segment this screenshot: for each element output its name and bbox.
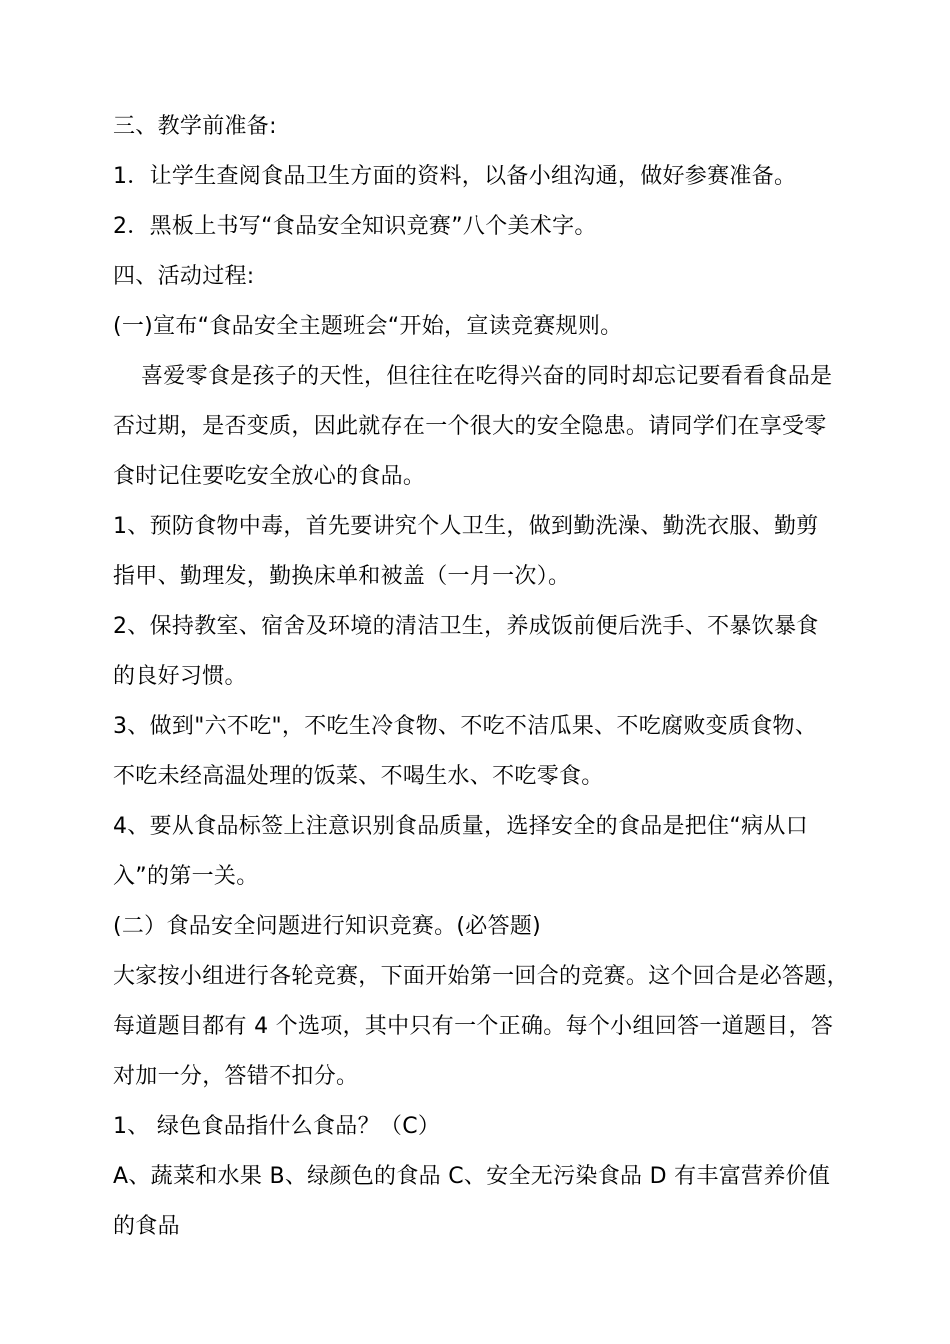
paragraph-line: 对加一分，答错不扣分。 — [113, 1064, 359, 1089]
list-item-continuation: 的良好习惯。 — [113, 664, 247, 689]
list-item-continuation: 不吃未经高温处理的饭菜、不喝生水、不吃零食。 — [113, 764, 604, 789]
paragraph-line: 大家按小组进行各轮竞赛，下面开始第一回合的竞赛。这个回合是必答题， — [113, 964, 849, 989]
paragraph-line: 1．让学生查阅食品卫生方面的资料，以备小组沟通，做好参赛准备。 — [113, 164, 797, 189]
subsection-heading: (一)宣布“食品安全主题班会“开始，宣读竞赛规则。 — [113, 314, 623, 339]
list-item: 1、预防食物中毒，首先要讲究个人卫生，做到勤洗澡、勤洗衣服、勤剪 — [113, 514, 819, 539]
answer-options-line: A、蔬菜和水果 B、绿颜色的食品 C、安全无污染食品 D 有丰富营养价值 — [113, 1164, 831, 1189]
section-heading-preparation: 三、教学前准备: — [113, 114, 277, 139]
answer-options-continuation: 的食品 — [113, 1214, 180, 1239]
paragraph-line: 喜爱零食是孩子的天性，但往往在吃得兴奋的同时却忘记要看看食品是 — [141, 364, 833, 389]
question-line: 1、 绿色食品指什么食品？（C） — [113, 1114, 441, 1139]
subsection-heading: (二）食品安全问题进行知识竞赛。(必答题) — [113, 914, 542, 939]
list-item: 4、要从食品标签上注意识别食品质量，选择安全的食品是把住“病从口 — [113, 814, 808, 839]
paragraph-line: 食时记住要吃安全放心的食品。 — [113, 464, 426, 489]
list-item: 2、保持教室、宿舍及环境的清洁卫生，养成饭前便后洗手、不暴饮暴食 — [113, 614, 819, 639]
list-item: 3、做到"六不吃"，不吃生冷食物、不吃不洁瓜果、不吃腐败变质食物、 — [113, 714, 818, 739]
list-item-continuation: 指甲、勤理发，勤换床单和被盖（一月一次）。 — [113, 564, 571, 589]
section-heading-process: 四、活动过程: — [113, 264, 255, 289]
list-item-continuation: 入”的第一关。 — [113, 864, 259, 889]
paragraph-line: 每道题目都有 4 个选项，其中只有一个正确。每个小组回答一道题目，答 — [113, 1014, 834, 1039]
paragraph-line: 否过期，是否变质，因此就存在一个很大的安全隐患。请同学们在享受零 — [113, 414, 827, 439]
paragraph-line: 2．黑板上书写“食品安全知识竞赛”八个美术字。 — [113, 214, 597, 239]
